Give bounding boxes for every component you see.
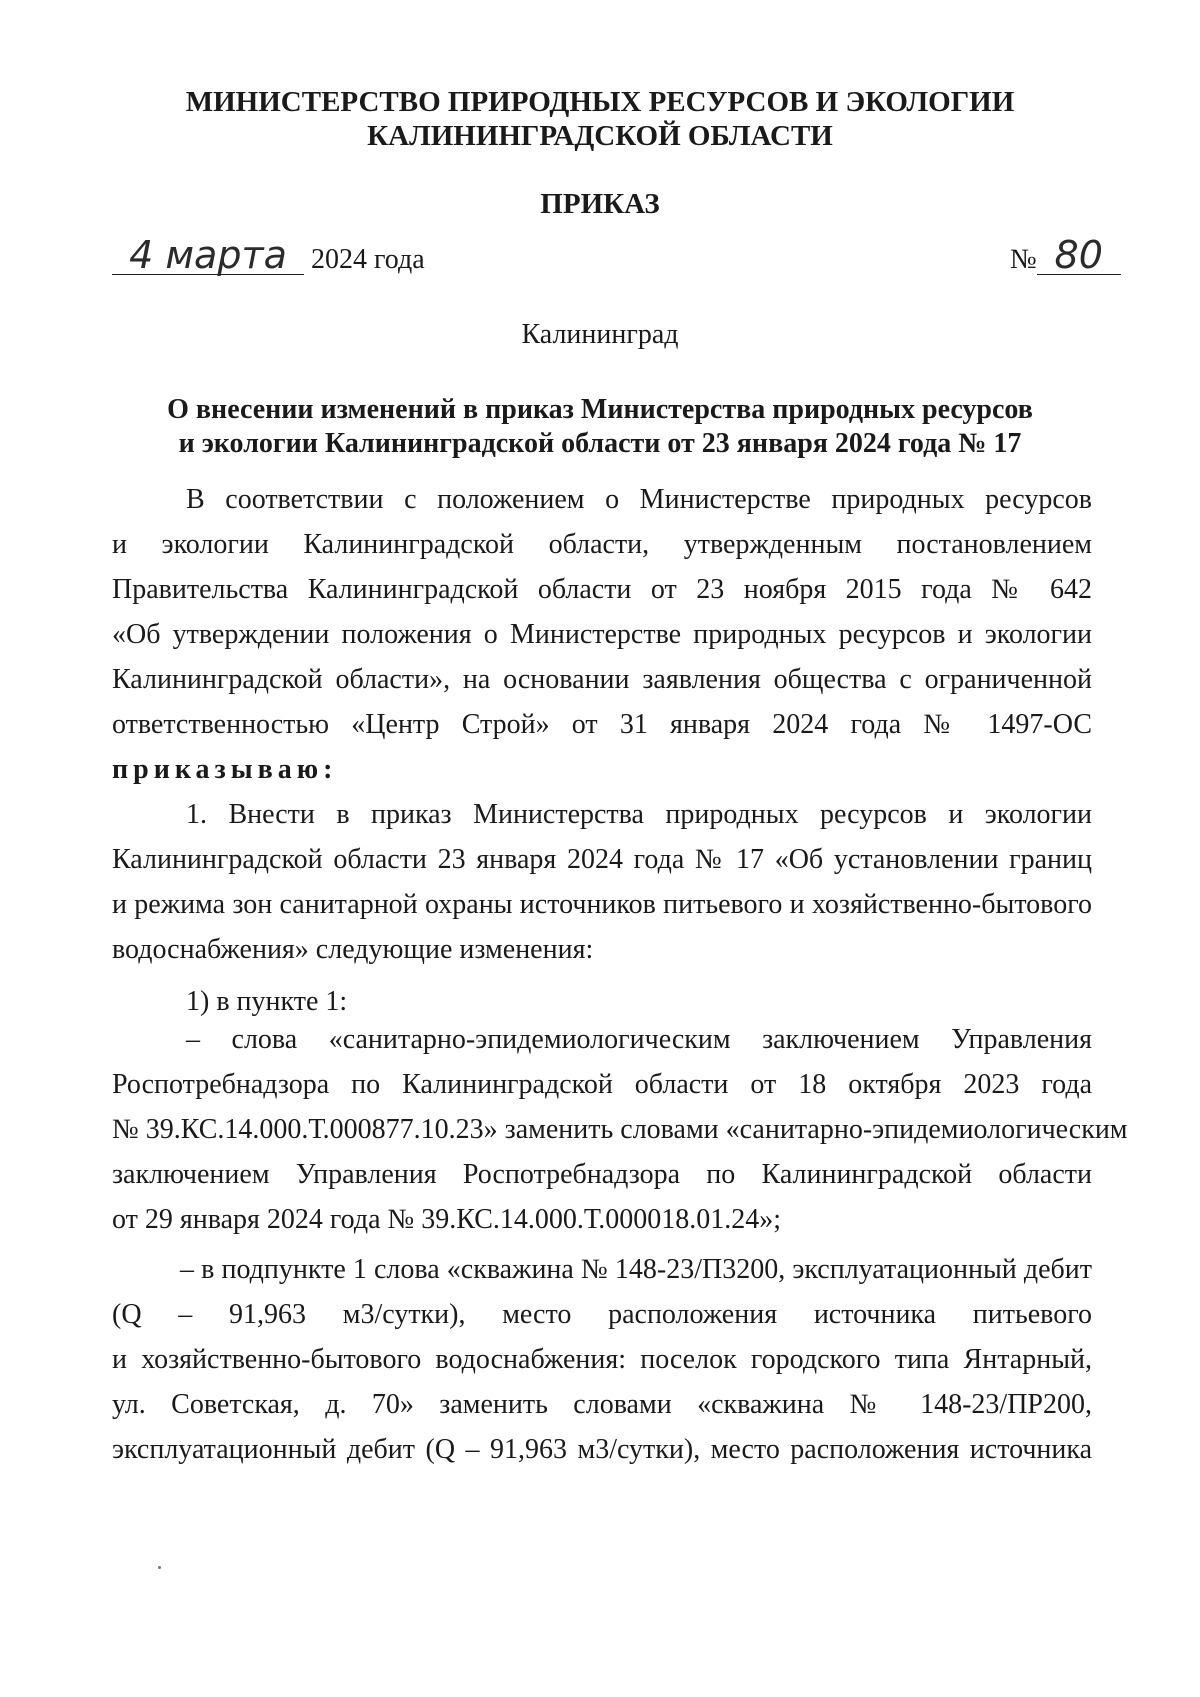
body-line: В соответствии с положением о Министерстве природных ресурсов [186,484,1092,515]
body-line: заключением Управления Роспотребнадзора по Калининградской области [112,1159,1092,1190]
body-line: Роспотребнадзора по Калининградской области от 18 октября 2023 года [112,1069,1092,1100]
ministry-header [0,85,1200,153]
body-line: «Об утверждении положения о Министерстве природных ресурсов и экологии [112,619,1092,650]
order-verb: приказываю: [112,754,338,785]
subject-line1: О внесении изменений в приказ Министерства природных ресурсов [167,394,1033,425]
order-subject [0,393,1200,461]
number-sign: № [1010,244,1037,275]
body-line: эксплуатационный дебит (Q – 91,963 м3/сутки), место расположения источника [112,1434,1092,1465]
body-line: водоснабжения» следующие изменения: [112,934,594,965]
body-line: и режима зон санитарной охраны источников питьевого и хозяйственно-бытового [112,889,1092,920]
body-line: и хозяйственно-бытового водоснабжения: поселок городского типа Янтарный, [112,1344,1092,1375]
ministry-name-line2: КАЛИНИНГРАДСКОЙ ОБЛАСТИ [367,120,833,152]
date-year: 2024 года [311,244,425,275]
body-line: ул. Советская, д. 70» заменить словами «скважина № 148-23/ПР200, [112,1389,1092,1420]
document-type: ПРИКАЗ [540,188,660,220]
order-date [112,233,425,277]
body-line: Калининградской области», на основании заявления общества с ограниченной [112,664,1092,695]
order-number [1010,233,1121,277]
handwritten-date: 4 марта [112,236,304,275]
body-line: № 39.КС.14.000.Т.000877.10.23» заменить словами «санитарно-эпидемиологическим [112,1114,1128,1145]
body-line: (Q – 91,963 м3/сутки), место расположения источника питьевого [112,1299,1092,1330]
scan-speck [158,1566,161,1569]
body-line: – слова «санитарно-эпидемиологическим заключением Управления [186,1024,1092,1055]
body-line: Правительства Калининградской области от 23 ноября 2015 года № 642 [112,574,1092,605]
handwritten-number: 80 [1037,236,1121,275]
city: Калининград [521,319,679,350]
ministry-name-line1: МИНИСТЕРСТВО ПРИРОДНЫХ РЕСУРСОВ И ЭКОЛОГИИ [185,86,1015,118]
body-line: – в подпункте 1 слова «скважина № 148-23/П3200, эксплуатационный дебит [180,1254,1092,1285]
subject-line2: и экологии Калининградской области от 23 января 2024 года № 17 [178,428,1022,459]
body-line: от 29 января 2024 года № 39.КС.14.000.Т.000018.01.24»; [112,1204,781,1235]
body-line: 1. Внести в приказ Министерства природных ресурсов и экологии [186,799,1092,830]
body-line: ответственностью «Центр Строй» от 31 января 2024 года № 1497-ОС [112,709,1092,740]
body-line: и экологии Калининградской области, утвержденным постановлением [112,529,1092,560]
body-line: Калининградской области 23 января 2024 года № 17 «Об установлении границ [112,844,1092,875]
body-line: 1) в пункте 1: [186,986,348,1017]
